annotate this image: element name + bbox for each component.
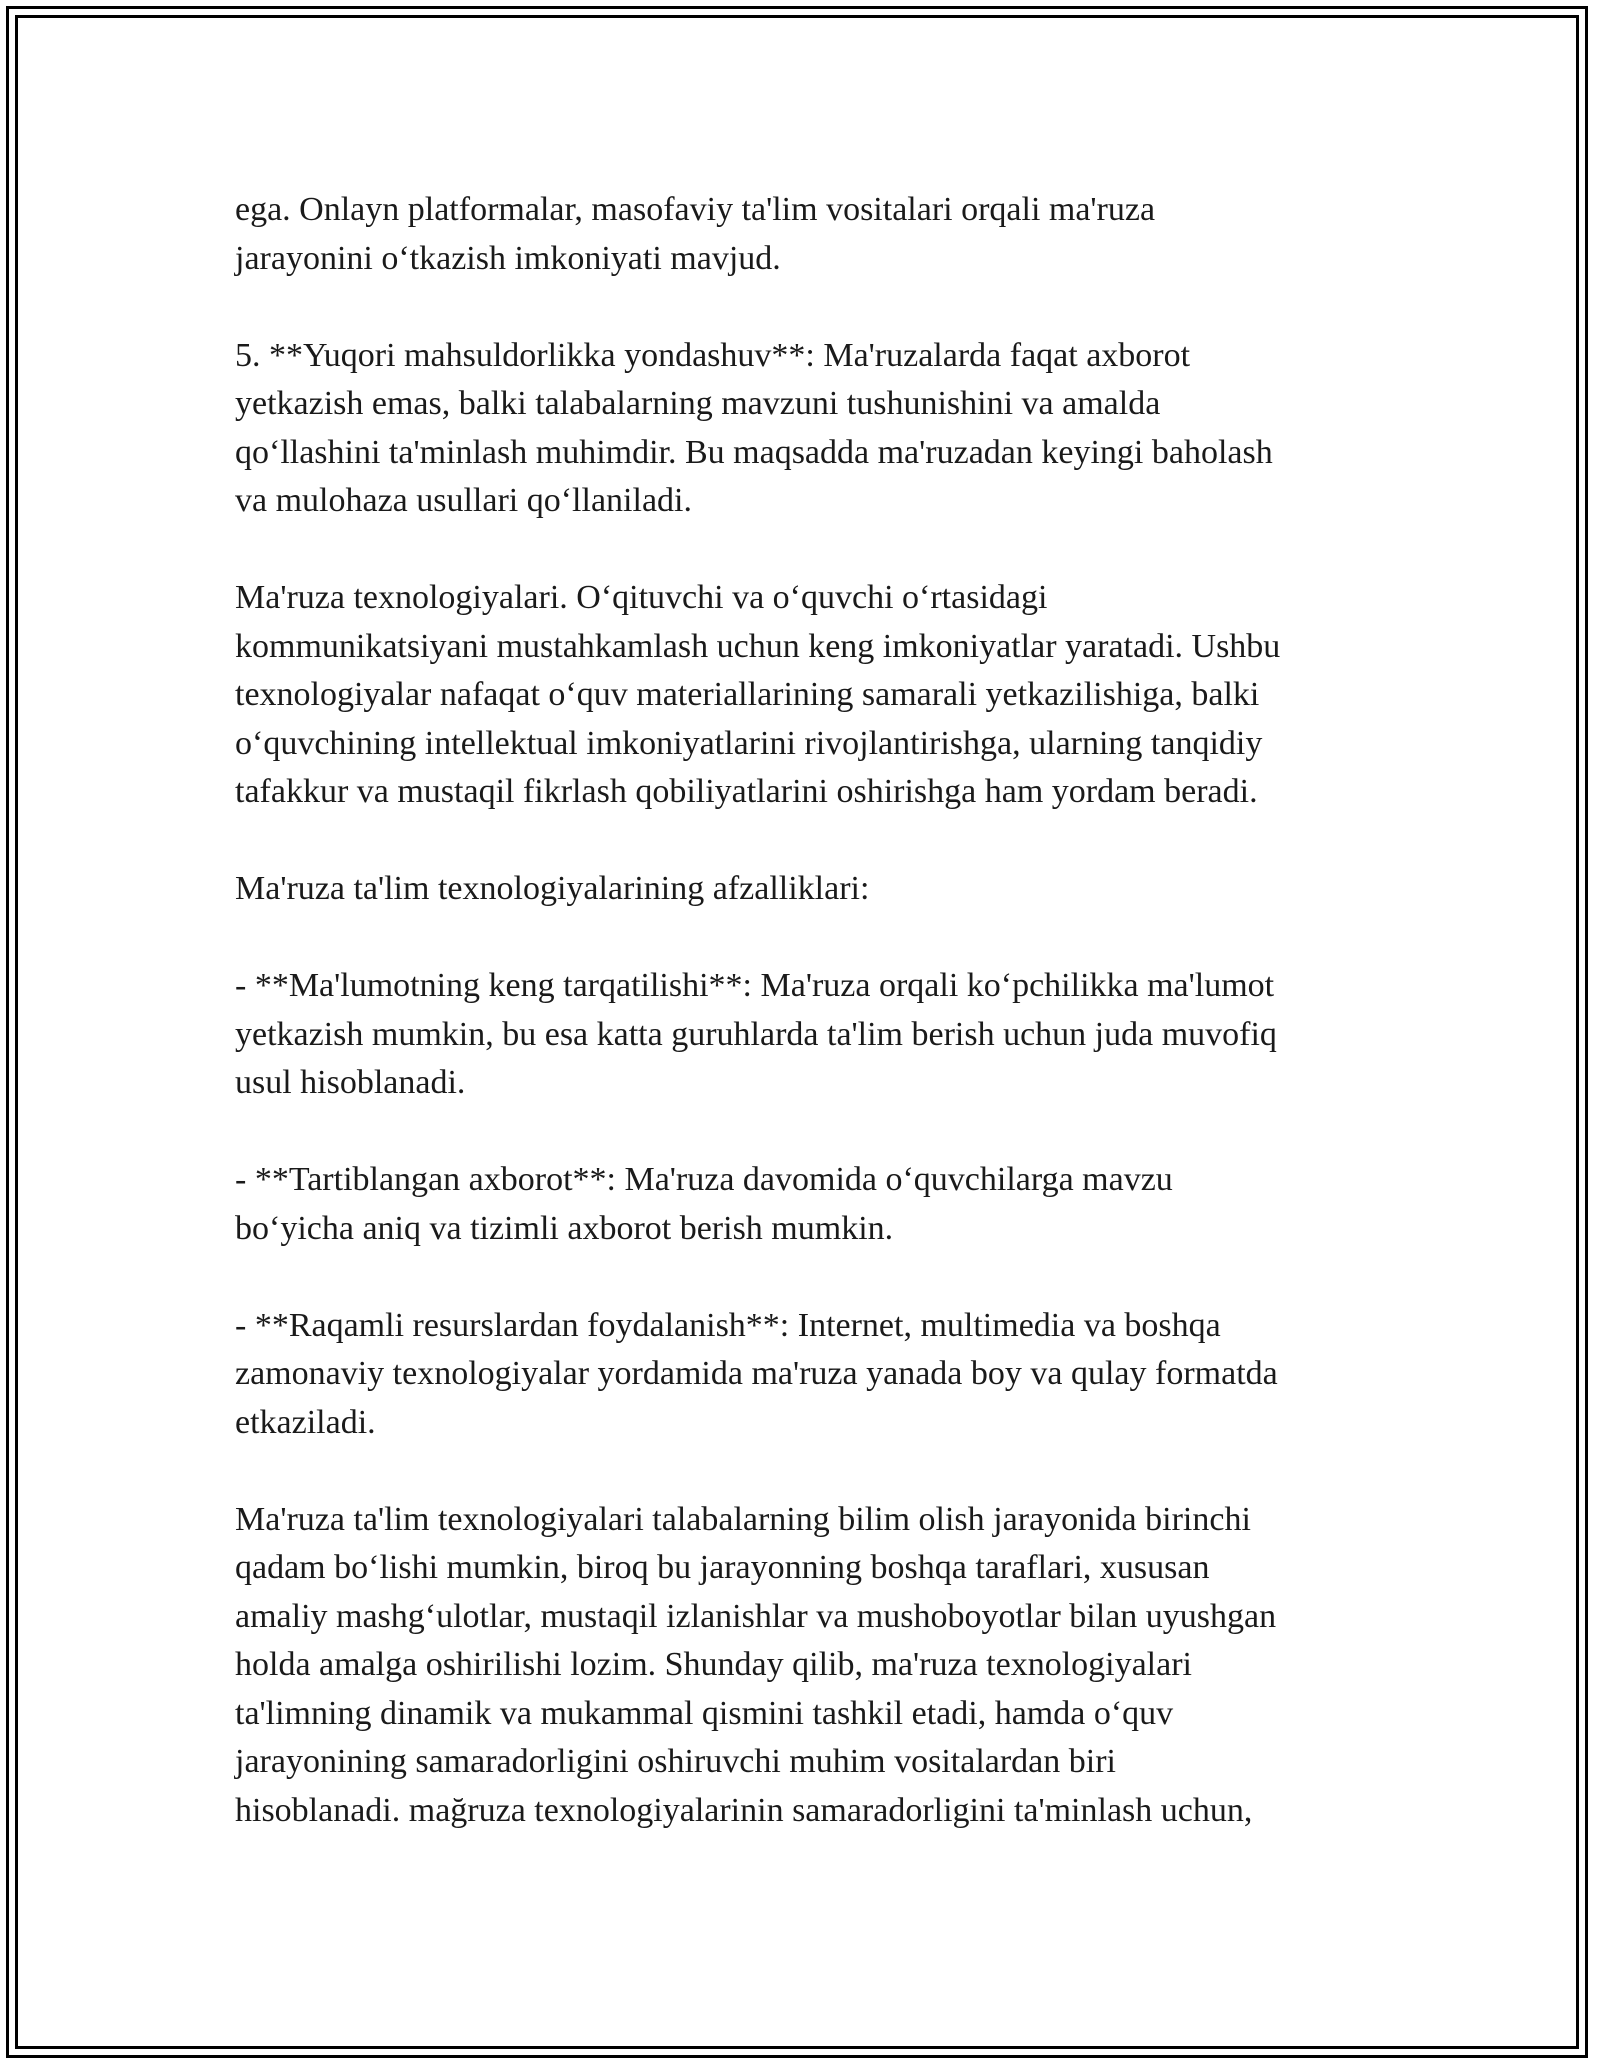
text-line: usul hisoblanadi.	[235, 1064, 466, 1101]
text-line: zamonaviy texnologiyalar yordamida ma'ruza yanada boy va qulay formatda	[235, 1355, 1278, 1392]
text-line: tafakkur va mustaqil fikrlash qobiliyatlarini oshirishga ham yordam beradi.	[235, 773, 1258, 810]
paragraph-6	[235, 1156, 1385, 1253]
text-line: - **Tartiblangan axborot**: Ma'ruza davomida o‘quvchilarga mavzu	[235, 1161, 1173, 1198]
paragraph-3	[235, 574, 1385, 817]
document-body	[235, 186, 1385, 1884]
text-line: texnologiyalar nafaqat o‘quv materiallarining samarali yetkazilishiga, balki	[235, 676, 1260, 713]
text-line: jarayonini o‘tkazish imkoniyati mavjud.	[235, 239, 781, 277]
paragraph-1	[235, 186, 1385, 283]
text-line: jarayonining samaradorligini oshiruvchi muhim vositalardan biri	[235, 1743, 1116, 1780]
text-line: Ma'ruza ta'lim texnologiyalari talabalarning bilim olish jarayonida birinchi	[235, 1500, 1251, 1538]
text-line: yetkazish emas, balki talabalarning mavzuni tushunishini va amalda	[235, 385, 1161, 422]
text-line: etkaziladi.	[235, 1403, 376, 1441]
text-line: Ma'ruza texnologiyalari. O‘qituvchi va o‘quvchi o‘rtasidagi	[235, 579, 1048, 616]
text-line: kommunikatsiyani mustahkamlash uchun keng imkoniyatlar yaratadi. Ushbu	[235, 627, 1281, 665]
text-line: 5. **Yuqori mahsuldorlikka yondashuv**: Ma'ruzalarda faqat axborot	[235, 336, 1191, 374]
paragraph-5	[235, 962, 1385, 1108]
paragraph-2	[235, 332, 1385, 526]
text-line: - **Ma'lumotning keng tarqatilishi**: Ma'ruza orqali ko‘pchilikka ma'lumot	[235, 967, 1275, 1004]
paragraph-4	[235, 865, 1385, 914]
text-line: Ma'ruza ta'lim texnologiyalarining afzalliklari:	[235, 870, 870, 907]
text-line: qadam bo‘lishi mumkin, biroq bu jarayonning boshqa taraflari, xususan	[235, 1549, 1210, 1586]
paragraph-8	[235, 1496, 1385, 1836]
paragraph-7	[235, 1302, 1385, 1448]
text-line: amaliy mashg‘ulotlar, mustaqil izlanishlar va mushoboyotlar bilan uyushgan	[235, 1597, 1277, 1635]
text-line: ega. Onlayn platformalar, masofaviy ta'lim vositalari orqali ma'ruza	[235, 191, 1156, 228]
text-line: qo‘llashini ta'minlash muhimdir. Bu maqsadda ma'ruzadan keyingi baholash	[235, 433, 1273, 471]
text-line: - **Raqamli resurslardan foydalanish**: Internet, multimedia va boshqa	[235, 1306, 1221, 1344]
text-line: ta'limning dinamik va mukammal qismini tashkil etadi, hamda o‘quv	[235, 1694, 1174, 1732]
text-line: bo‘yicha aniq va tizimli axborot berish mumkin.	[235, 1209, 894, 1247]
text-line: yetkazish mumkin, bu esa katta guruhlarda ta'lim berish uchun juda muvofiq	[235, 1015, 1277, 1053]
text-line: holda amalga oshirilishi lozim. Shunday qilib, ma'ruza texnologiyalari	[235, 1646, 1192, 1683]
text-line: hisoblanadi. mağruza texnologiyalarinin samaradorligini ta'minlash uchun,	[235, 1791, 1253, 1829]
text-line: o‘quvchining intellektual imkoniyatlarini rivojlantirishga, ularning tanqidiy	[235, 724, 1263, 762]
text-line: va mulohaza usullari qo‘llaniladi.	[235, 482, 692, 519]
